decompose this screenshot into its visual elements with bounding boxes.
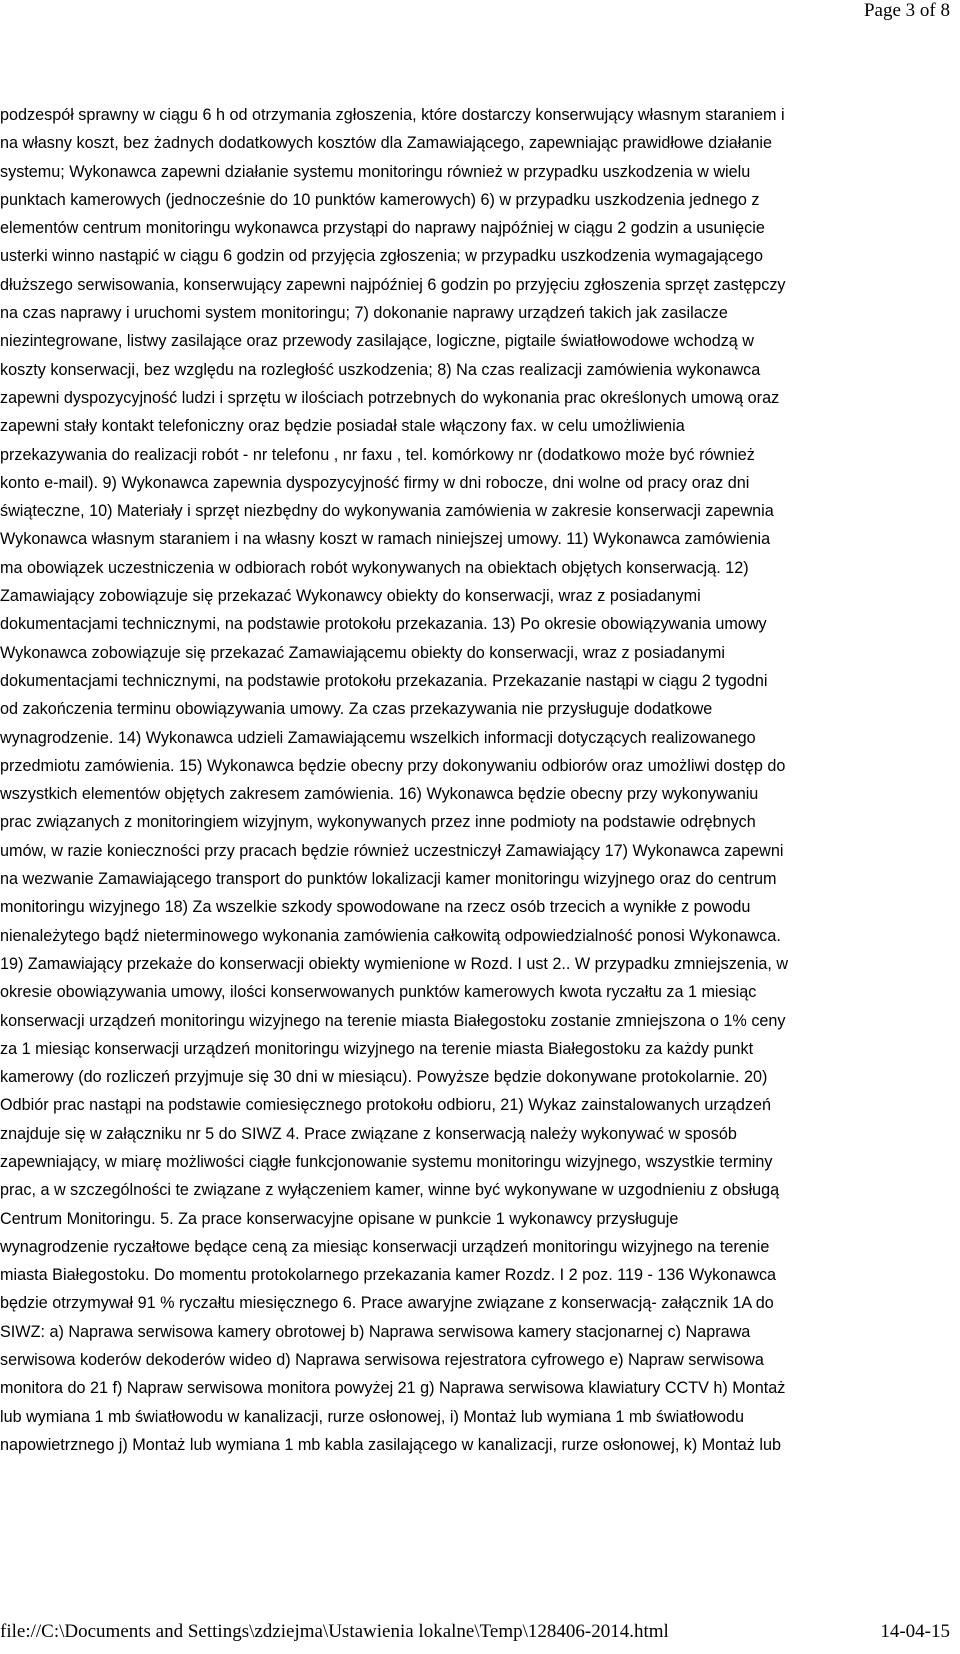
body-line: dokumentacjami technicznymi, na podstawie protokołu przekazania. 13) Po okresie obowiązywania umowy	[0, 615, 767, 634]
body-line: ma obowiązek uczestniczenia w odbiorach robót wykonywanych na obiektach objętych konserwacją. 12)	[0, 558, 749, 577]
body-line: 19) Zamawiający przekaże do konserwacji obiekty wymienione w Rozd. I ust 2.. W przypadku zmniejszenia, w	[0, 954, 789, 973]
body-line: niezintegrowane, listwy zasilające oraz przewody zasilające, logiczne, pigtaile światłowodowe wchodzą w	[0, 332, 754, 351]
body-line: systemu; Wykonawca zapewni działanie systemu monitoringu również w przypadku uszkodzenia w wielu	[0, 162, 751, 181]
body-line: podzespół sprawny w ciągu 6 h od otrzymania zgłoszenia, które dostarczy konserwujący własnym staraniem i	[0, 106, 785, 124]
footer-file-path: file://C:\Documents and Settings\zdziejma\Ustawienia lokalne\Temp\128406-2014.html	[0, 1621, 669, 1642]
body-line: punktach kamerowych (jednocześnie do 10 punktów kamerowych) 6) w przypadku uszkodzenia jednego z	[0, 190, 760, 209]
body-line: będzie otrzymywał 91 % ryczałtu miesięcznego 6. Prace awaryjne związane z konserwacją- załącznik 1A do	[0, 1294, 774, 1313]
body-line: Wykonawca własnym staraniem i na własny koszt w ramach niniejszej umowy. 11) Wykonawca zamówienia	[0, 530, 771, 549]
body-line: wynagrodzenie ryczałtowe będące ceną za miesiąc konserwacji urządzeń monitoringu wizyjnego na terenie	[0, 1237, 770, 1256]
body-line: dłuższego serwisowania, konserwujący zapewni najpóźniej 6 godzin po przyjęciu zgłoszenia sprzęt zastępczy	[0, 275, 786, 294]
body-line: Wykonawca zobowiązuje się przekazać Zamawiającemu obiekty do konserwacji, wraz z posiadanymi	[0, 643, 726, 662]
body-line: prac związanych z monitoringiem wizyjnym, wykonywanych przez inne podmioty na podstawie odrębnych	[0, 813, 756, 832]
body-line: przekazywania do realizacji robót - nr telefonu , nr faxu , tel. komórkowy nr (dodatkowo może być również	[0, 445, 755, 464]
body-line: Zamawiający zobowiązuje się przekazać Wykonawcy obiekty do konserwacji, wraz z posiadanymi	[0, 587, 701, 606]
page-footer	[0, 1620, 950, 1644]
body-line: monitora do 21 f) Napraw serwisowa monitora powyżej 21 g) Naprawa serwisowa klawiatury CCTV h) Montaż	[0, 1379, 786, 1398]
body-line: dokumentacjami technicznymi, na podstawie protokołu przekazania. Przekazanie nastąpi w ciągu 2 tygodni	[0, 671, 768, 690]
body-line: Centrum Monitoringu. 5. Za prace konserwacyjne opisane w punkcie 1 wykonawcy przysługuje	[0, 1209, 679, 1228]
body-line: SIWZ: a) Naprawa serwisowa kamery obrotowej b) Naprawa serwisowa kamery stacjonarnej c) Naprawa	[0, 1322, 751, 1341]
body-line: elementów centrum monitoringu wykonawca przystąpi do naprawy najpóźniej w ciągu 2 godzin a usunięcie	[0, 219, 765, 238]
body-line: zapewni dyspozycyjność ludzi i sprzętu w ilościach potrzebnych do wykonania prac określonych umową oraz	[0, 388, 780, 407]
body-line: napowietrznego j) Montaż lub wymiana 1 mb kabla zasilającego w kanalizacji, rurze osłonowej, k) Montaż lub	[0, 1435, 781, 1454]
body-line: przedmiotu zamówienia. 15) Wykonawca będzie obecny przy dokonywaniu odbiorów oraz umożliwi dostęp do	[0, 756, 786, 775]
body-line: wynagrodzenie. 14) Wykonawca udzieli Zamawiającemu wszelkich informacji dotyczących realizowanego	[0, 728, 756, 747]
body-line: konserwacji urządzeń monitoringu wizyjnego na terenie miasta Białegostoku zostanie zmniejszona o 1% ceny	[0, 1011, 786, 1030]
body-line: koszty konserwacji, bez względu na rozległość uszkodzenia; 8) Na czas realizacji zamówienia wykonawca	[0, 360, 761, 379]
body-line: zapewniający, w miarę możliwości ciągłe funkcjonowanie systemu monitoringu wizyjnego, wszystkie terminy	[0, 1152, 773, 1171]
body-line: umów, w razie konieczności przy pracach będzie również uczestniczył Zamawiający 17) Wykonawca zapewni	[0, 841, 784, 860]
body-line: wszystkich elementów objętych zakresem zamówienia. 16) Wykonawca będzie obecny przy wykonywaniu	[0, 785, 759, 804]
body-line: Odbiór prac nastąpi na podstawie comiesięcznego protokołu odbioru, 21) Wykaz zainstalowanych urządzeń	[0, 1096, 771, 1115]
body-line: prac, a w szczególności te związane z wyłączeniem kamer, winne być wykonywane w uzgodnieniu z obsługą	[0, 1181, 780, 1200]
body-line: za 1 miesiąc konserwacji urządzeń monitoringu wizyjnego na terenie miasta Białegostoku za każdy punkt	[0, 1039, 754, 1058]
body-line: kamerowy (do rozliczeń przyjmuje się 30 dni w miesiącu). Powyższe będzie dokonywane protokolarnie. 20)	[0, 1068, 768, 1087]
body-line: serwisowa koderów dekoderów wideo d) Naprawa serwisowa rejestratora cyfrowego e) Napraw serwisowa	[0, 1351, 764, 1370]
body-line: lub wymiana 1 mb światłowodu w kanalizacji, rurze osłonowej, i) Montaż lub wymiana 1 mb światłowodu	[0, 1407, 745, 1426]
body-line: nienależytego bądź nieterminowego wykonania zamówienia całkowitą odpowiedzialność ponosi Wykonawca.	[0, 926, 781, 945]
body-line: konto e-mail). 9) Wykonawca zapewnia dyspozycyjność firmy w dni robocze, dni wolne od pracy oraz dni	[0, 473, 750, 492]
body-line: zapewni stały kontakt telefoniczny oraz będzie posiadał stale włączony fax. w celu umożliwienia	[0, 417, 685, 436]
footer-date: 14-04-15	[880, 1621, 950, 1642]
body-line: na czas naprawy i uruchomi system monitoringu; 7) dokonanie naprawy urządzeń takich jak zasilacze	[0, 304, 728, 323]
body-line: na wezwanie Zamawiającego transport do punktów lokalizacji kamer monitoringu wizyjnego oraz do centrum	[0, 870, 777, 889]
body-line: świąteczne, 10) Materiały i sprzęt niezbędny do wykonywania zamówienia w zakresie konserwacji zapewnia	[0, 502, 774, 521]
body-line: znajduje się w załączniku nr 5 do SIWZ 4. Prace związane z konserwacją należy wykonywać w sposób	[0, 1124, 737, 1143]
body-line: od zakończenia terminu obowiązywania umowy. Za czas przekazywania nie przysługuje dodatkowe	[0, 700, 713, 719]
body-line: usterki winno nastąpić w ciągu 6 godzin od przyjęcia zgłoszenia; w przypadku uszkodzenia wymagającego	[0, 247, 764, 266]
body-line: na własny koszt, bez żadnych dodatkowych kosztów dla Zamawiającego, zapewniając prawidłowe działanie	[0, 134, 773, 153]
page-number: Page 3 of 8	[863, 0, 950, 21]
body-line: monitoringu wizyjnego 18) Za wszelkie szkody spowodowane na rzecz osób trzecich a wynikłe z powodu	[0, 898, 751, 917]
document-body	[0, 101, 960, 1459]
body-line: okresie obowiązywania umowy, ilości konserwowanych punktów kamerowych kwota ryczałtu za 1 miesiąc	[0, 983, 757, 1002]
body-line: miasta Białegostoku. Do momentu protokolarnego przekazania kamer Rozdz. I 2 poz. 119 - 136 Wykonawca	[0, 1266, 777, 1285]
